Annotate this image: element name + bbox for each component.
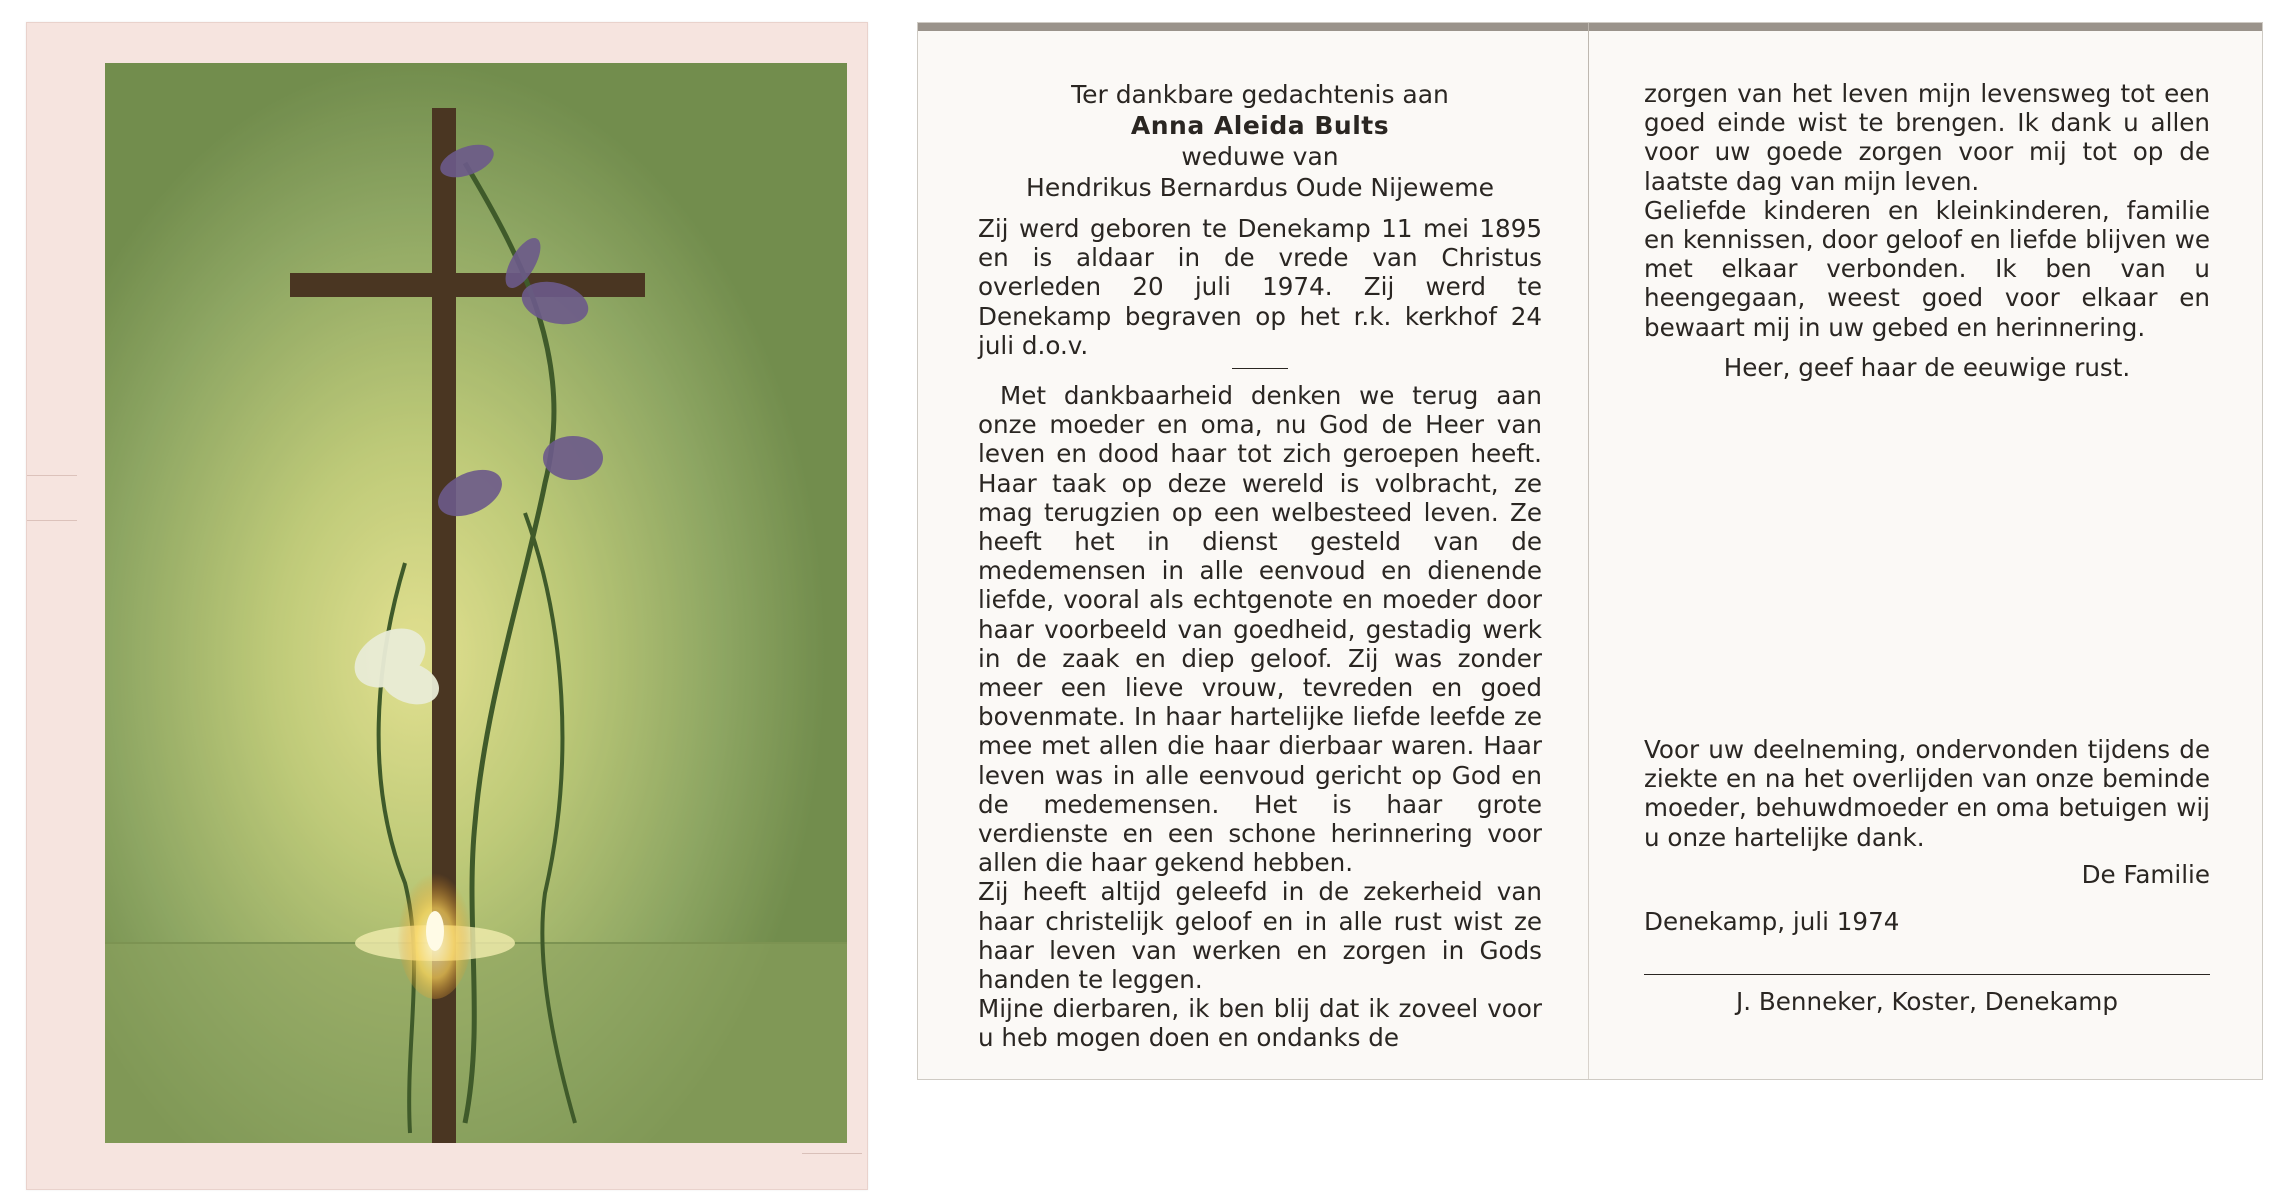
farewell-start: Mijne dierbaren, ik ben blij dat ik zoveel voor u heb mogen doen en ondanks de — [978, 994, 1542, 1053]
printer-rule — [1644, 974, 2210, 975]
printer-credit: J. Benneker, Koster, Denekamp — [1736, 987, 2118, 1017]
inside-card — [917, 22, 2263, 1080]
right-panel — [1644, 79, 2210, 1059]
deceased-name: Anna Aleida Bults — [1130, 111, 1390, 140]
thanks-text: Voor uw deelneming, ondervonden tijdens de ziekte en na het overlijden van onze beminde moeder, behuwdmoeder en oma betuigen wij u onze hartelijke dank. — [1644, 735, 2210, 852]
cross-candle-image — [105, 63, 847, 1143]
relation: weduwe van — [1181, 142, 1339, 171]
front-card — [26, 22, 868, 1190]
spouse-name: Hendrikus Bernardus Oude Nijeweme — [1026, 173, 1494, 202]
place-date: Denekamp, juli 1974 — [1644, 907, 1900, 937]
heading: Ter dankbare gedachtenis aan — [1071, 80, 1449, 109]
farewell-continuation: zorgen van het leven mijn levensweg tot een goed einde wist te brengen. Ik dank u allen voor uw goede zorgen voor mij tot op de laatste dag van mijn leven. — [1644, 79, 2210, 196]
thanks-block — [1644, 735, 2210, 1016]
birth-death-text: Zij werd geboren te Denekamp 11 mei 1895 en is aldaar in de vrede van Christus overleden 20 juli 1974. Zij werd te Denekamp begraven op het r.k. kerkhof 24 juli d.o.v. — [978, 214, 1542, 360]
remembrance-paragraph: Met dankbaarheid denken we terug aan onze moeder en oma, nu God de Heer van leven en dood haar tot zich geroepen heeft. Haar taak op deze wereld is volbracht, ze mag terugzien op een welbesteed leven. Ze heeft het in dienst gesteld van de medemensen in alle eenvoud en dienende liefde, vooral als echtgenote en moeder door haar voorbeeld van goedheid, gestadig werk in de zaak en diep geloof. Zij was zonder meer een lieve vrouw, tevreden en goed bovenmate. In haar hartelijke liefde leefde ze mee met allen die haar dierbaar waren. Haar leven was in alle eenvoud gericht op God en de medemensen. Het is haar grote verdienste en een schone herinnering voor allen die haar gekend hebben. — [978, 381, 1542, 878]
family-signature: De Familie — [2081, 859, 2210, 889]
farewell-message: Geliefde kinderen en kleinkinderen, familie en kennissen, door geloof en liefde blijven we met elkaar verbonden. Ik ben van u heengegaan, weest goed voor elkaar en bewaart mij in uw gebed en herinnering. — [1644, 195, 2210, 342]
memorial-photo — [105, 63, 847, 1143]
fold-line — [1588, 23, 1589, 1079]
left-panel — [978, 79, 1542, 1053]
divider — [1232, 368, 1288, 369]
fold-mark — [27, 475, 77, 521]
prayer: Heer, geef haar de eeuwige rust. — [1723, 352, 2131, 382]
faith-paragraph: Zij heeft altijd geleefd in de zekerheid van haar christelijk geloof en in alle rust wist ze haar leven van werken en zorgen in Gods handen te leggen. — [978, 877, 1542, 995]
card-notch — [802, 1153, 862, 1174]
